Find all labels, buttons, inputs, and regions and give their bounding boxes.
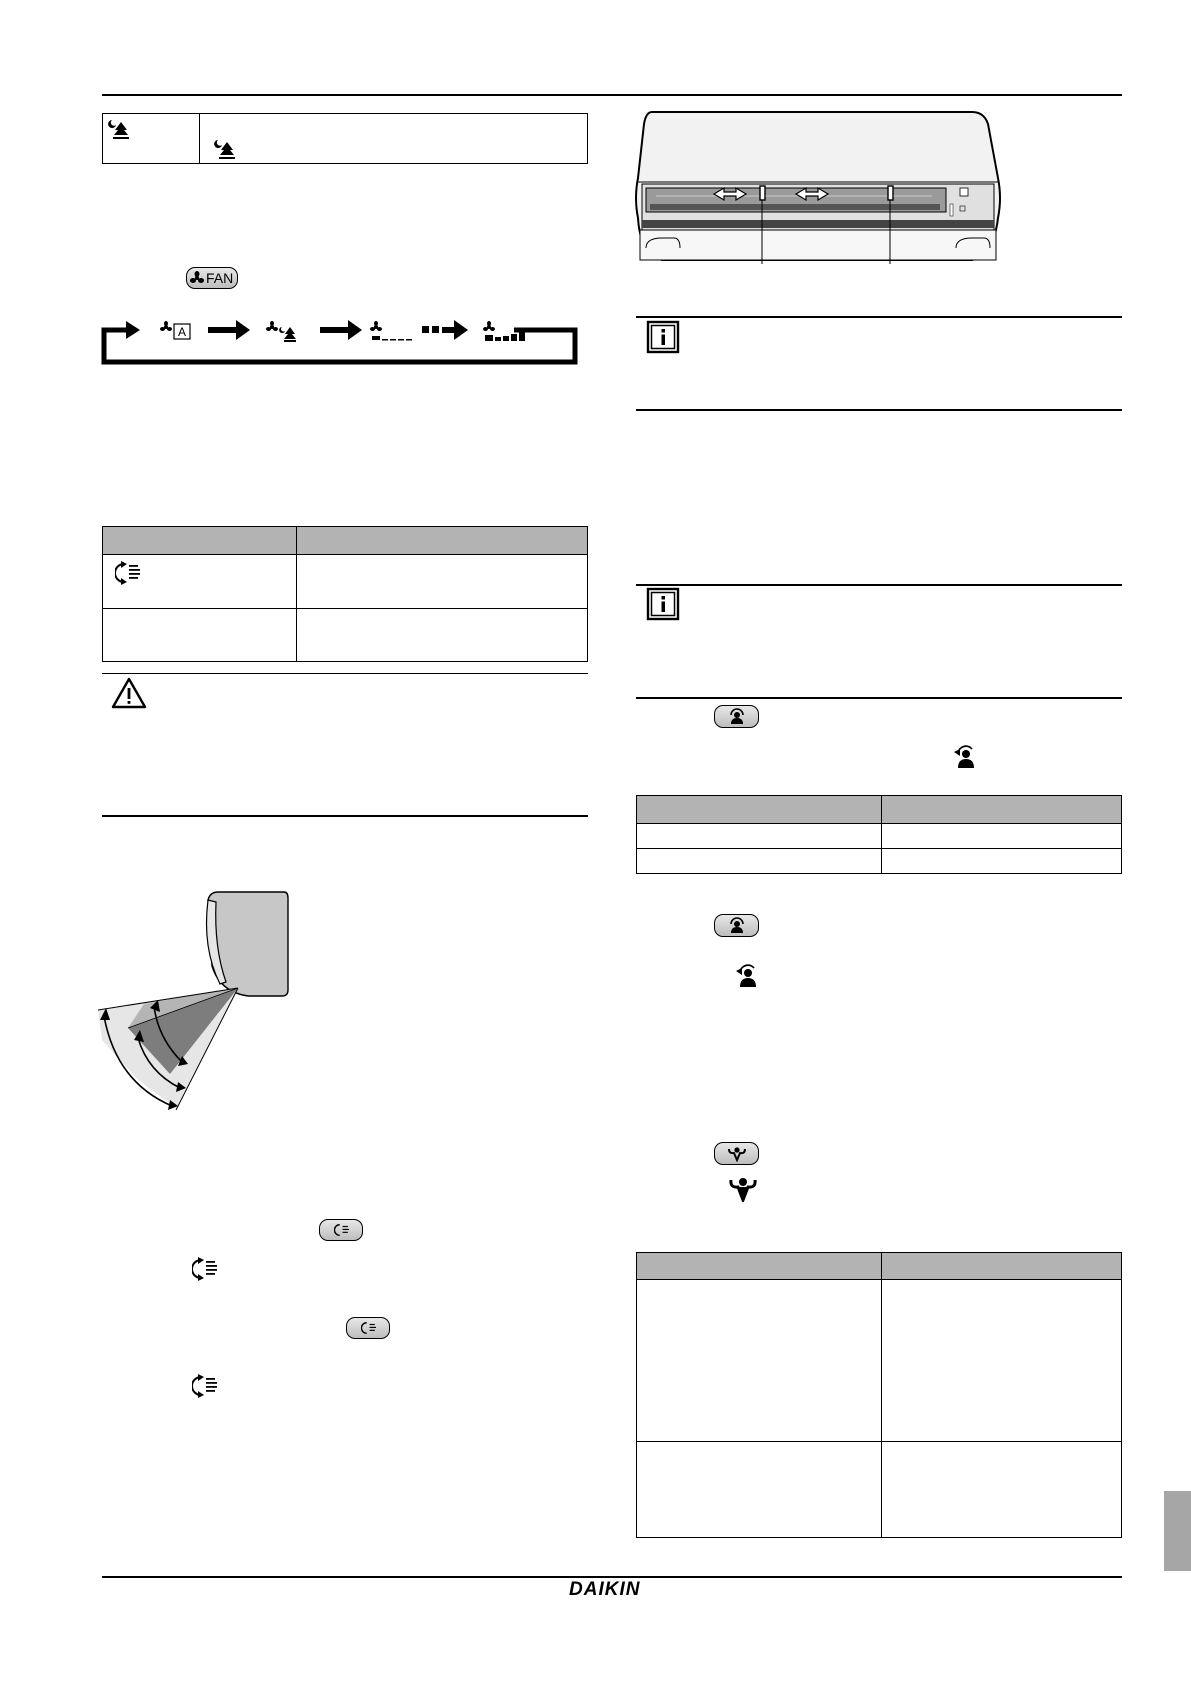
person-rotate-icon (734, 962, 760, 988)
swing-table-row-divider (103, 608, 587, 609)
powerful-table-row-divider (637, 1441, 1121, 1442)
swing-icon (361, 1321, 377, 1335)
fan-quiet-icon (266, 321, 298, 343)
swing-icon (192, 1257, 218, 1281)
airflow-angle-illustration (98, 888, 298, 1118)
powerful-button[interactable] (714, 1142, 759, 1165)
powerful-table (636, 1252, 1122, 1538)
person-sensor-table-row-divider (637, 848, 1121, 849)
svg-text:A: A (178, 325, 187, 339)
fan-max-icon (483, 321, 529, 343)
swing-icon (334, 1223, 350, 1237)
brand-logo: DAIKIN (569, 1579, 641, 1600)
info-icon (646, 587, 680, 621)
powerful-button-icon (727, 1145, 747, 1162)
quiet-mode-table (102, 113, 588, 164)
header-rule (102, 94, 1122, 96)
fan-button-icon (190, 271, 204, 285)
person-sensor-button[interactable] (714, 705, 759, 728)
swing-table-header (103, 527, 587, 555)
person-sensor-button[interactable] (714, 914, 759, 937)
info-block-1-top-rule (636, 316, 1122, 318)
person-sensor-button-icon (728, 708, 746, 725)
swing-button[interactable] (346, 1317, 390, 1339)
footer-rule (102, 1576, 1122, 1578)
warning-bottom-rule (102, 815, 588, 817)
quiet-sleep-icon (213, 138, 235, 160)
swing-table-col-divider (296, 527, 297, 661)
info-icon (646, 320, 680, 354)
swing-icon (115, 561, 141, 585)
swing-button[interactable] (319, 1219, 363, 1241)
swing-table (102, 526, 588, 662)
person-sensor-button-icon (728, 917, 746, 934)
quiet-mode-table-divider (199, 114, 200, 163)
powerful-table-header (637, 1253, 1121, 1280)
warning-icon (110, 676, 148, 710)
indoor-unit-front-illustration (632, 108, 1004, 264)
info-block-2-bottom-rule (636, 697, 1122, 699)
info-block-1-bottom-rule (636, 409, 1122, 411)
swing-icon (192, 1374, 218, 1398)
powerful-icon (728, 1176, 758, 1202)
quiet-sleep-icon (107, 118, 129, 140)
person-sensor-table-col-divider (881, 796, 882, 873)
fan-button-label: FAN (206, 270, 234, 286)
side-tab (1164, 1491, 1191, 1571)
person-sensor-table-header (637, 796, 1121, 824)
person-rotate-icon (952, 743, 978, 769)
fan-button[interactable] (186, 267, 238, 289)
powerful-table-col-divider (881, 1253, 882, 1537)
person-sensor-table (636, 795, 1122, 874)
fan-level-icon (370, 321, 416, 343)
fan-auto-icon (160, 321, 194, 341)
info-block-2-top-rule (636, 584, 1122, 586)
warning-top-rule (102, 673, 588, 674)
